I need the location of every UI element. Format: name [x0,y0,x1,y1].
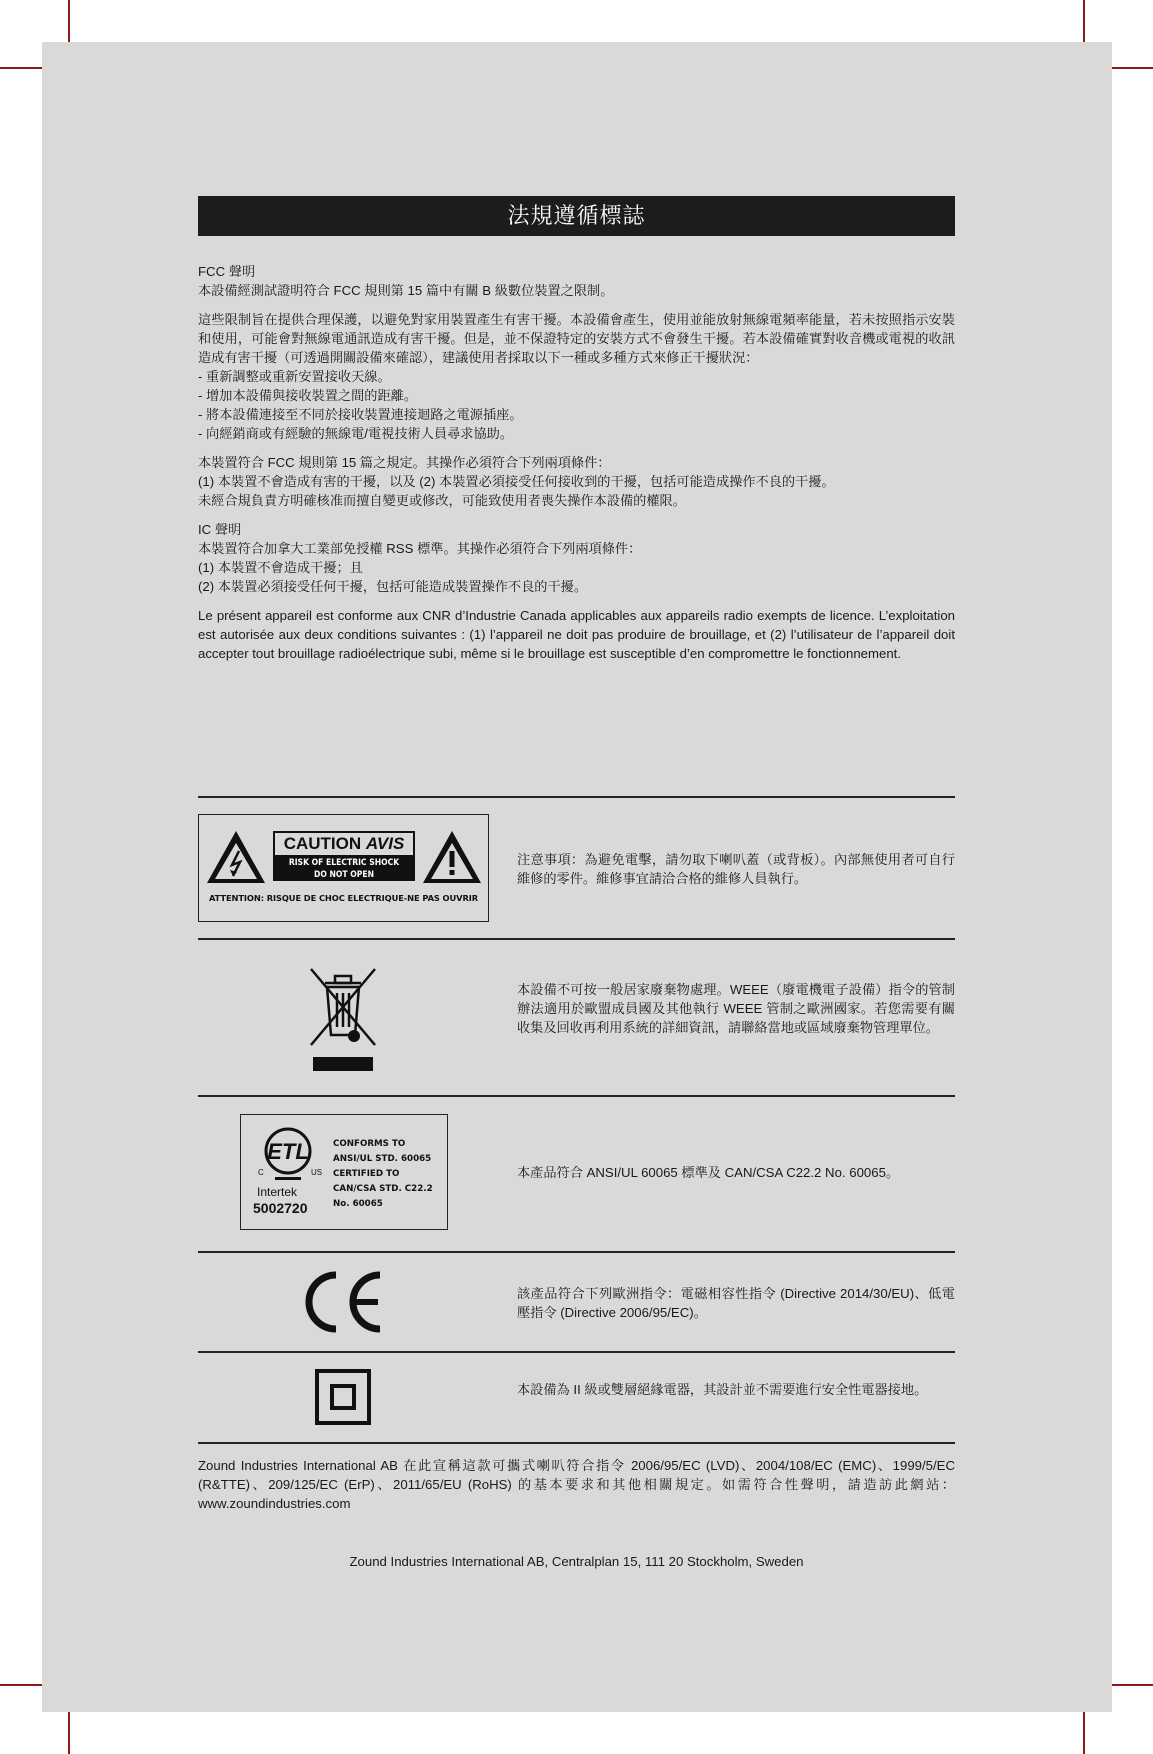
etl-listed-mark-icon [253,1123,323,1189]
fcc-heading: FCC 聲明 [198,264,256,279]
divider [198,1442,955,1444]
fcc-rule: (1) 本裝置不會造成有害的干擾，以及 (2) 本裝置必須接受任何接收到的干擾，包括可能造成操作不良的干擾。 [198,474,835,489]
svg-text:C: C [258,1168,264,1177]
class2-row [198,1357,955,1437]
ic-line: 本裝置符合加拿大工業部免授權 RSS 標準。其操作必須符合下列兩項條件： [198,541,642,556]
lightning-warning-icon [205,829,267,885]
fcc-item: - 向經銷商或有經驗的無線電/電視技術人員尋求協助。 [198,426,514,441]
fcc-statement [198,262,955,300]
ce-description: 該產品符合下列歐洲指令：電磁相容性指令 (Directive 2014/30/EU)、低電壓指令 (Directive 2006/95/EC)。 [517,1286,955,1320]
ce-row [198,1262,955,1342]
class2-symbol [198,1357,488,1437]
caution-row [198,814,955,922]
etl-certification-label [240,1114,448,1230]
fcc-line: 本設備經測試證明符合 FCC 規則第 15 篇中有關 B 級數位裝置之限制。 [198,283,614,298]
crossed-bin-icon [307,963,379,1073]
caution-label [198,814,489,922]
caution-subtitle [273,857,415,881]
french-statement [198,606,955,663]
caution-word: CAUTION [283,834,362,853]
etl-standards [333,1137,433,1212]
declaration-text: Zound Industries International AB 在此宣稱這款可攜式喇叭符合指令 2006/95/EC (LVD)、2004/108/EC (EMC)、1999/5/EC (R&TTE)、209/125/EC (ErP)、2011/65/EU (RoHS) 的基本要求和其他相關規定。如需符合性聲明，請造訪此網站：www.zoundindustries.com [198,1458,955,1511]
etl-line: ANSI/UL STD. 60065 [333,1154,432,1164]
fcc-rules [198,453,955,510]
caution-title [273,831,415,857]
certificate-number: 5002720 [253,1200,308,1216]
page-title: 法規遵循標誌 [198,196,955,236]
exclamation-warning-icon [421,829,483,885]
etl-line: No. 60065 [333,1199,383,1209]
fcc-item: - 重新調整或重新安置接收天線。 [198,369,391,384]
ic-statement [198,520,955,596]
french-paragraph: Le présent appareil est conforme aux CNR d’Industrie Canada applicables aux appareils radio exempts de licence. L’exploitation est autorisée aux deux conditions suivantes : (1) l’appareil ne doit pas produire de brouillage, et (2) l’utilisateur de l’appareil doit accepter tout brouillage radioélectrique subi, même si le brouillage est susceptible d’en compromettre le fonctionnement. [198,608,955,661]
svg-text:ETL: ETL [267,1139,309,1164]
caution-description: 注意事項：為避免電擊，請勿取下喇叭蓋（或背板）。內部無使用者可自行維修的零件。維修事宜請洽合格的維修人員執行。 [517,852,955,886]
class2-description: 本設備為 II 級或雙層絕緣電器，其設計並不需要進行安全性電器接地。 [517,1382,928,1397]
divider [198,1095,955,1097]
etl-description: 本產品符合 ANSI/UL 60065 標準及 CAN/CSA C22.2 No. 60065。 [517,1165,900,1180]
ce-mark-icon [300,1271,386,1333]
divider [198,1251,955,1253]
fcc-paragraph: 這些限制旨在提供合理保護，以避免對家用裝置產生有害干擾。本設備會產生，使用並能放射無線電頻率能量，若未按照指示安裝和使用，可能會對無線電通訊造成有害干擾。但是，並不保證特定的安裝方式不會發生干擾。若本設備確實對收音機或電視的收訊造成有害干擾（可透過開關設備來確認），建議使用者採取以下一種或多種方式來修正干擾狀況： [198,312,955,365]
fcc-item: - 增加本設備與接收裝置之間的距離。 [198,388,418,403]
ce-symbol [198,1262,488,1342]
weee-description: 本設備不可按一般居家廢棄物處理。WEEE（廢電機電子設備）指令的管制辦法適用於歐盟成員國及其他執行 WEEE 管制之歐洲國家。若您需要有關收集及回收再利用系統的詳細資訊，請聯絡當地或區域廢棄物管理單位。 [517,982,955,1035]
etl-row [198,1112,955,1232]
regulatory-text [198,196,955,663]
fcc-item: - 將本設備連接至不同於接收裝置連接迴路之電源插座。 [198,407,523,422]
etl-line: CAN/CSA STD. C22.2 [333,1184,433,1194]
fcc-rule: 未經合規負責方明確核准而擅自變更或修改，可能致使用者喪失操作本設備的權限。 [198,493,686,508]
svg-text:US: US [311,1168,323,1177]
caution-sub-line: RISK OF ELECTRIC SHOCK [288,858,400,868]
caution-footer: ATTENTION: RISQUE DE CHOC ELECTRIQUE-NE PAS OUVRIR [208,893,479,903]
etl-line: CONFORMS TO [333,1139,406,1149]
divider [198,938,955,940]
etl-line: CERTIFIED TO [333,1169,400,1179]
double-insulation-icon [314,1368,372,1426]
ic-heading: IC 聲明 [198,522,242,537]
fcc-interference [198,310,955,443]
weee-row [198,958,955,1078]
divider [198,1351,955,1353]
weee-symbol [198,958,488,1078]
divider [198,796,955,798]
caution-sub-line: DO NOT OPEN [313,870,374,880]
ic-line: (2) 本裝置必須接受任何干擾，包括可能造成裝置操作不良的干擾。 [198,579,588,594]
avis-word: AVIS [365,834,405,853]
intertek-brand: Intertek [257,1185,298,1199]
fcc-rule: 本裝置符合 FCC 規則第 15 篇之規定。其操作必須符合下列兩項條件： [198,455,611,470]
company-address: Zound Industries International AB, Centralplan 15, 111 20 Stockholm, Sweden [349,1554,804,1569]
ic-line: (1) 本裝置不會造成干擾；且 [198,560,363,575]
